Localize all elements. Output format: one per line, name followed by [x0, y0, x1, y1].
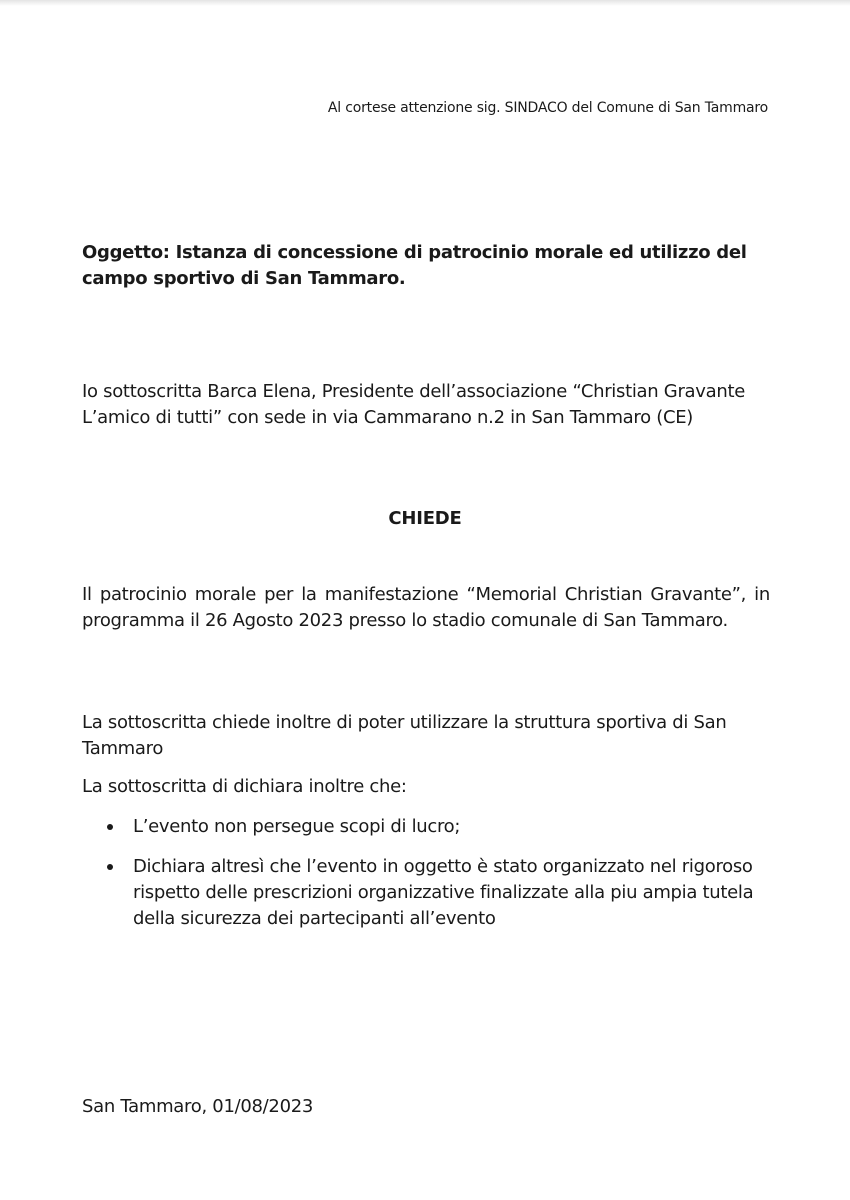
list-item	[82, 854, 772, 932]
intro-paragraph: Io sottoscritta Barca Elena, Presidente dell’associazione “Christian Gravante L’amico di tutti” con sede in via Cammarano n.2 in San Tammaro (CE)	[82, 381, 746, 428]
subject-line-2: campo sportivo di San Tammaro.	[82, 268, 406, 289]
request-paragraph: Il patrocinio morale per la manifestazione “Memorial Christian Gravante”, in programma il 26 Agosto 2023 presso lo stadio comunale di San Tammaro.	[82, 584, 770, 631]
subject-line-1: Oggetto: Istanza di concessione di patrocinio morale ed utilizzo del	[82, 242, 747, 263]
declaration-item-text: Dichiara altresì che l’evento in oggetto è stato organizzato nel rigoroso rispetto delle prescrizioni organizzative finalizzate alla piu ampia tutela della sicurezza dei partecipanti all’evento	[133, 856, 754, 929]
addressee-line: Al cortese attenzione sig. SINDACO del Comune di San Tammaro	[327, 100, 768, 116]
place-and-date: San Tammaro, 01/08/2023	[82, 1096, 314, 1117]
list-item	[82, 814, 772, 840]
subject-heading	[82, 240, 772, 292]
declaration-list	[82, 814, 772, 946]
usage-paragraph: La sottoscritta chiede inoltre di poter utilizzare la struttura sportiva di San Tammaro	[82, 712, 727, 759]
bullet-icon	[107, 824, 113, 830]
declaration-item-text: L’evento non persegue scopi di lucro;	[133, 816, 461, 837]
page-top-shadow	[0, 0, 850, 6]
request-heading: CHIEDE	[388, 508, 462, 529]
declaration-intro: La sottoscritta di dichiara inoltre che:	[82, 776, 407, 797]
bullet-icon	[107, 864, 113, 870]
